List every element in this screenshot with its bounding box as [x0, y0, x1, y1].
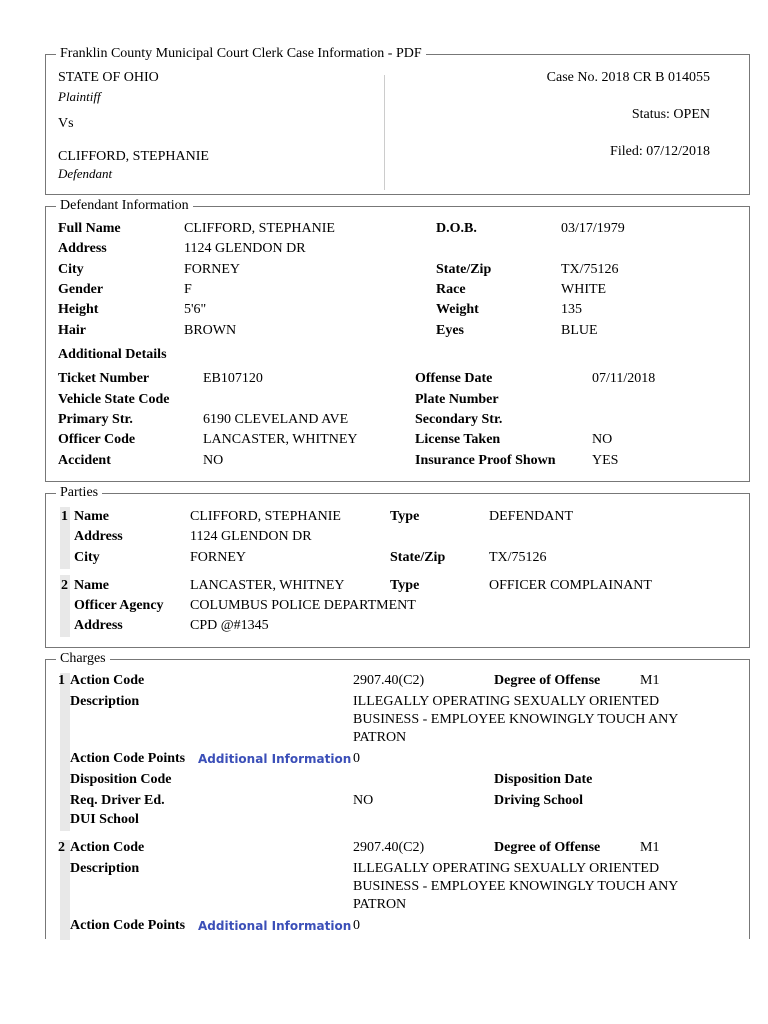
field-label: Vehicle State Code [58, 392, 170, 407]
party-number: 2 [61, 578, 68, 593]
header-divider [384, 75, 385, 190]
field-label: Offense Date [415, 371, 493, 386]
field-value: WHITE [561, 282, 607, 297]
defendant-information-legend: Defendant Information [56, 198, 193, 214]
additional-information-link[interactable]: Additional Information [198, 919, 352, 933]
field-value: 0 [353, 751, 360, 766]
field-value: 1124 GLENDON DR [184, 241, 306, 256]
field-label: City [74, 550, 100, 565]
field-label: Secondary Str. [415, 412, 503, 427]
case-filed-date: Filed: 07/12/2018 [610, 144, 710, 159]
field-label: Insurance Proof Shown [415, 453, 556, 468]
field-value: 6190 CLEVELAND AVE [203, 412, 349, 427]
case-number: Case No. 2018 CR B 014055 [546, 70, 710, 85]
field-value: DEFENDANT [489, 509, 573, 524]
field-label: Description [70, 694, 140, 709]
defendant-information [45, 198, 750, 482]
field-value: NO [353, 793, 374, 808]
field-value: 07/11/2018 [592, 371, 656, 386]
parties-legend: Parties [56, 485, 102, 501]
field-label: Officer Code [58, 432, 136, 447]
field-label: License Taken [415, 432, 501, 447]
charge-number: 1 [58, 673, 65, 688]
field-value: FORNEY [190, 550, 247, 565]
defendant-name: CLIFFORD, STEPHANIE [58, 149, 209, 164]
field-label: Action Code [70, 840, 145, 855]
charges [45, 651, 750, 939]
parties [45, 485, 750, 648]
field-value: NO [203, 453, 224, 468]
field-value: NO [592, 432, 613, 447]
field-label: Primary Str. [58, 412, 133, 427]
versus-label: Vs [58, 116, 74, 131]
field-label: Address [74, 529, 123, 544]
field-value: 03/17/1979 [561, 221, 625, 236]
field-value: EB107120 [203, 371, 263, 386]
field-value: OFFICER COMPLAINANT [489, 578, 652, 593]
field-label: Degree of Offense [494, 673, 601, 688]
field-label: Driving School [494, 793, 584, 808]
plaintiff-role: Plaintiff [58, 89, 101, 104]
field-label: Req. Driver Ed. [70, 793, 165, 808]
field-value: BROWN [184, 323, 237, 338]
case-header [45, 46, 750, 195]
defendant-role: Defendant [58, 166, 113, 181]
field-value: 0 [353, 918, 360, 933]
field-label: Address [74, 618, 123, 633]
field-label: City [58, 262, 84, 277]
case-header-legend: Franklin County Municipal Court Clerk Case Information - PDF [56, 46, 426, 62]
field-value: YES [592, 453, 619, 468]
party-number: 1 [61, 509, 68, 524]
field-value: 1124 GLENDON DR [190, 529, 312, 544]
charge-stripe [60, 673, 70, 831]
field-label: Type [390, 509, 420, 524]
field-label: Hair [58, 323, 86, 338]
field-label: Disposition Code [70, 772, 172, 787]
field-label: Action Code [70, 673, 145, 688]
field-label: Type [390, 578, 420, 593]
field-value: FORNEY [184, 262, 241, 277]
field-value: M1 [640, 673, 660, 688]
field-value: TX/75126 [489, 550, 547, 565]
field-label: Weight [436, 302, 479, 317]
field-value: COLUMBUS POLICE DEPARTMENT [190, 598, 416, 613]
field-label: Disposition Date [494, 772, 593, 787]
field-label: D.O.B. [436, 221, 477, 236]
field-label: Accident [58, 453, 111, 468]
charge-description: ILLEGALLY OPERATING SEXUALLY ORIENTED BUSINESS - EMPLOYEE KNOWINGLY TOUCH ANY PATRON [353, 694, 678, 745]
field-label: Officer Agency [74, 598, 164, 613]
field-value: CLIFFORD, STEPHANIE [190, 509, 341, 524]
field-value: 2907.40(C2) [353, 673, 425, 688]
field-value: F [184, 282, 192, 297]
field-label: Race [436, 282, 466, 297]
field-value: 2907.40(C2) [353, 840, 425, 855]
charges-legend: Charges [56, 651, 110, 667]
field-label: Action Code Points [70, 751, 186, 766]
field-value: 5'6" [184, 302, 207, 317]
field-value: LANCASTER, WHITNEY [203, 432, 358, 447]
field-label: State/Zip [390, 550, 446, 565]
field-label: State/Zip [436, 262, 492, 277]
field-label: Plate Number [415, 392, 499, 407]
field-label: DUI School [70, 812, 139, 827]
charge-number: 2 [58, 840, 65, 855]
field-label: Address [58, 241, 107, 256]
additional-details-title: Additional Details [58, 347, 167, 362]
field-label: Eyes [436, 323, 464, 338]
field-label: Name [74, 578, 109, 593]
field-value: BLUE [561, 323, 598, 338]
field-label: Description [70, 861, 140, 876]
charge-description: ILLEGALLY OPERATING SEXUALLY ORIENTED BUSINESS - EMPLOYEE KNOWINGLY TOUCH ANY PATRON [353, 861, 678, 912]
field-value: CPD @#1345 [190, 618, 269, 633]
field-label: Ticket Number [58, 371, 150, 386]
field-label: Full Name [58, 221, 121, 236]
field-label: Name [74, 509, 109, 524]
field-value: CLIFFORD, STEPHANIE [184, 221, 335, 236]
additional-information-link[interactable]: Additional Information [198, 752, 352, 766]
field-label: Height [58, 302, 99, 317]
plaintiff-name: STATE OF OHIO [58, 70, 159, 85]
field-value: M1 [640, 840, 660, 855]
field-label: Degree of Offense [494, 840, 601, 855]
field-value: LANCASTER, WHITNEY [190, 578, 345, 593]
field-label: Action Code Points [70, 918, 186, 933]
field-value: 135 [561, 302, 582, 317]
case-status: Status: OPEN [631, 107, 710, 122]
field-label: Gender [58, 282, 104, 297]
field-value: TX/75126 [561, 262, 619, 277]
